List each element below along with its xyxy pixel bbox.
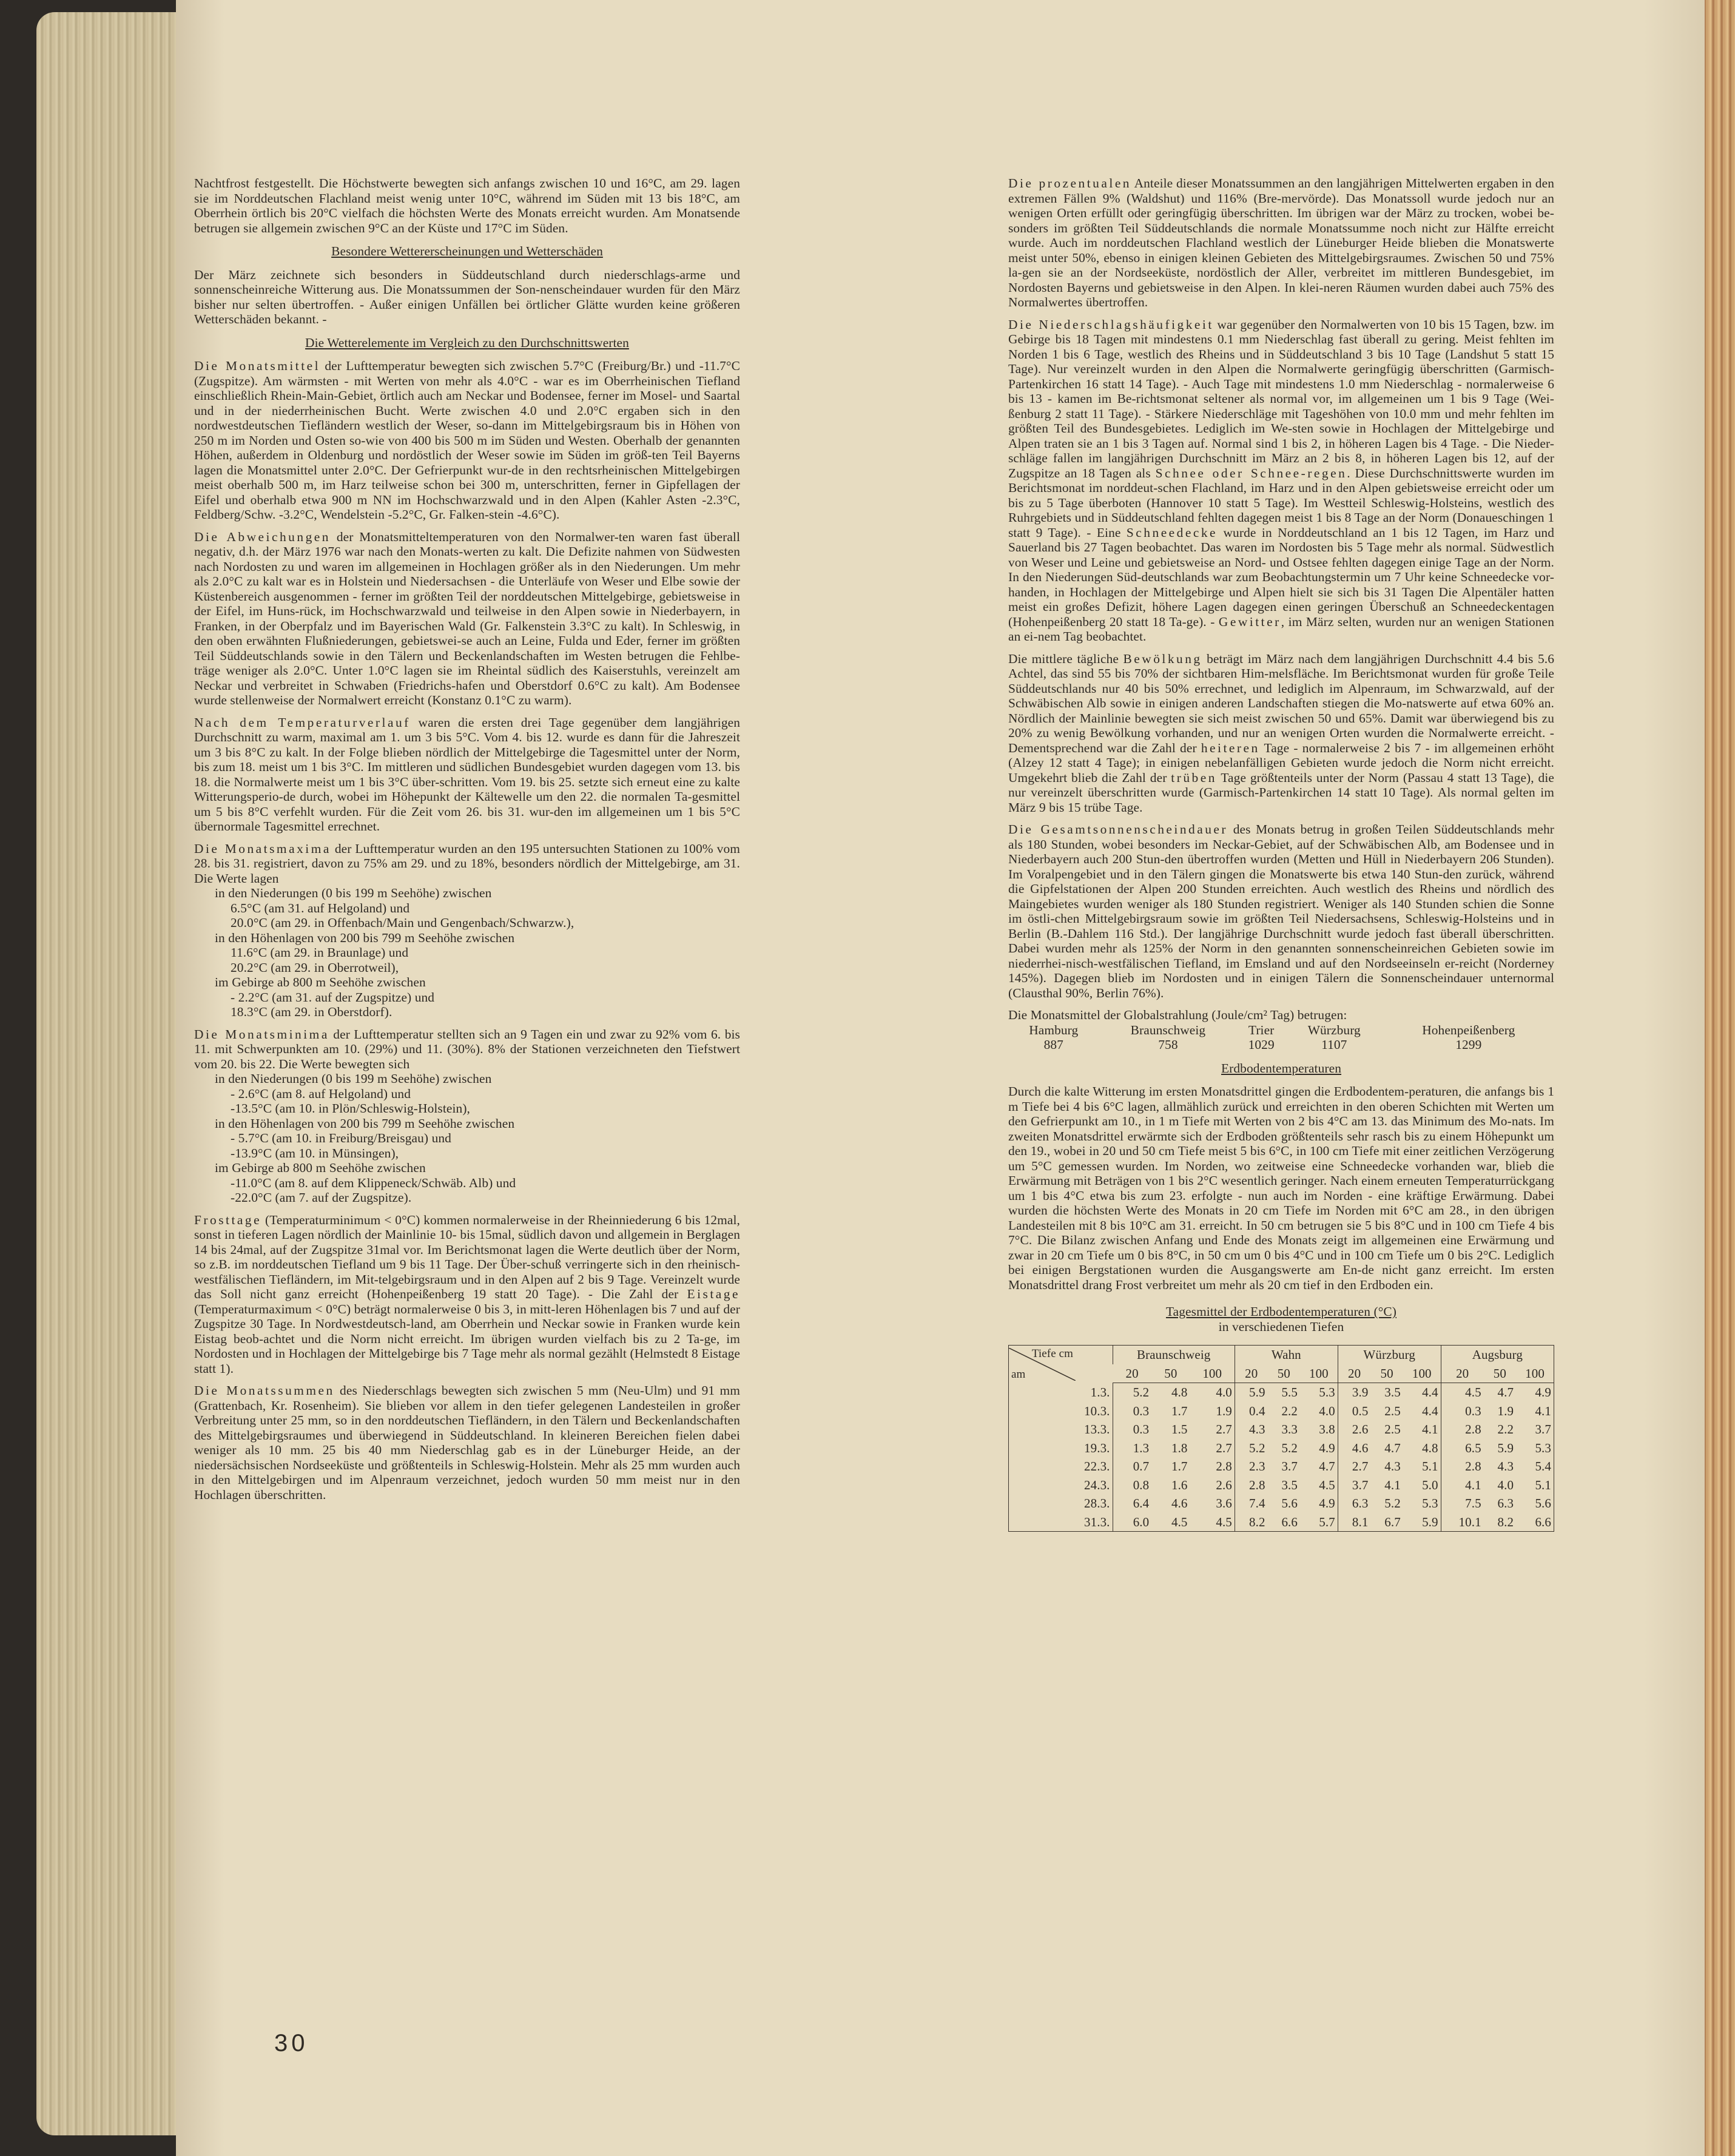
right-column	[1008, 176, 1554, 1532]
paragraph-deviations	[194, 530, 740, 708]
soil-temperature-table	[1008, 1345, 1554, 1532]
soil-temperature-cell: 5.3	[1319, 1385, 1335, 1400]
radiation-station: Hohenpeißenberg	[1422, 1022, 1515, 1037]
soil-temperature-cell: 6.3	[1338, 1494, 1370, 1513]
soil-temperature-cell: 2.8	[1235, 1476, 1267, 1495]
soil-temperature-cell: 5.9	[1497, 1440, 1514, 1455]
soil-temperature-cell: 3.8	[1319, 1422, 1335, 1437]
maxima-list-item: 6.5°C (am 31. auf Helgoland) und	[231, 900, 410, 915]
cloudiness-text-2: beträgt im März nach dem langjährigen Durchschnitt 4.4 bis 5.6 Achtel, das sind 55 bis 70% der sichtbaren Him-melsfläche. Im Berichtsmonat wurden für große Teile Süddeutschlands nur 40 bis 50% errechnet, und lediglich im Alpenraum, im Schwarzwald, auf der Schwäbischen Alb sowie in einigen anderen Landschaften stiegen die Mo-natswerte auf etwa 60% an. Nördlich der Mainlinie bewegten sie sich meist zwischen 50 und 65%. Damit war überwiegend bis zu 20% zu wenig Bewölkung vorhanden, und nur an wenigen Orten wurden die Normalwerte erreicht. - Dementsprechend war die Zahl der	[1008, 651, 1554, 755]
soil-row-date: 28.3.	[1084, 1496, 1110, 1511]
corner-date-label: am	[1011, 1367, 1026, 1381]
paragraph-monthly-minima	[194, 1027, 740, 1072]
soil-temperature-cell: 1.9	[1216, 1403, 1232, 1418]
soil-depth-header: 50	[1484, 1364, 1516, 1383]
paragraph-monthly-maxima	[194, 841, 740, 886]
maxima-list-item: in den Höhenlagen von 200 bis 799 m Seehöhe zwischen	[215, 930, 515, 945]
soil-temperature-cell: 3.7	[1281, 1459, 1298, 1474]
soil-table-subtitle: in verschiedenen Tiefen	[1218, 1319, 1344, 1334]
heading-soil-temperatures: Erdbodentemperaturen	[1221, 1060, 1341, 1076]
paragraph-temperature-course	[194, 715, 740, 834]
soil-temperature-cell: 4.8	[1171, 1385, 1188, 1400]
soil-temperature-cell: 4.5	[1216, 1514, 1232, 1529]
soil-depth-header: 100	[1403, 1364, 1441, 1383]
term-monatsmittel: Die Monatsmittel	[194, 359, 321, 373]
soil-temperature-cell: 5.9	[1235, 1383, 1267, 1402]
soil-depth-header: 50	[1151, 1364, 1190, 1383]
radiation-value: 758	[1158, 1037, 1178, 1052]
paragraph-percentages-text: Anteile dieser Monatssummen an den langjährigen Mittelwerten ergaben in den extremen Fällen 9% (Waldshut) und 116% (Bre-mervörde). Das Monatssoll wurde jedoch nur an wenigen Orten erfüllt oder geringfügig überschritten. Im übrigen war der März zu trocken, wobei be-sonders im größten Teil Süddeutschlands die normale Monatssumme noch nicht zur Hälfte erreicht wurde. Auch im norddeutschen Flachland westlich der Lüneburger Heide blieben die Monatswerte meist unter 50%, ebenso in einigen kleinen Gebieten des Mittelgebirgsraumes. Zwischen 50 und 75% la-gen sie an der Nordseeküste, nordöstlich der Aller, verbreitet im mittleren Bundesgebiet, im Nordosten Bayerns und gebietsweise in den Alpen. In klei-neren Räumen wurden dabei auch 75% des Normalwertes übertroffen.	[1008, 176, 1554, 309]
soil-temperature-cell: 2.5	[1384, 1422, 1401, 1437]
soil-temperature-cell: 0.3	[1113, 1402, 1151, 1421]
minima-list-item: -22.0°C (am 7. auf der Zugspitze).	[231, 1190, 412, 1205]
soil-temperature-cell: 2.6	[1216, 1477, 1232, 1492]
maxima-list-item: in den Niederungen (0 bis 199 m Seehöhe) zwischen	[215, 886, 492, 900]
minima-list-item: -13.5°C (am 10. in Plön/Schleswig-Holstein),	[231, 1101, 470, 1116]
paragraph-frost-days-text: (Temperaturminimum < 0°C) kommen normalerweise in der Rheinniederung 6 bis 12mal, sonst in tieferen Lagen nördlich der Mainlinie 10- bis 15mal, südlich davon und allgemein in Berglagen 14 bis 24mal, auf der Zugspitze 31mal vor. Im Berichtsmonat lagen die Werte deutlich über der Norm, so z.B. im norddeutschen Tiefland um 9 bis 11 Tage. Der Über-schuß verringerte sich in den rheinisch-westfälischen Tiefländern, im Mit-telgebirgsraum und in den Alpen auf 2 bis 9 Tage. Vereinzelt wurde das Soll nicht ganz erreicht (Hohenpeißenberg 19 statt 20 Tage). - Die Zahl der	[194, 1212, 740, 1301]
soil-temperature-cell: 4.0	[1497, 1477, 1514, 1492]
soil-temperature-cell: 5.1	[1535, 1477, 1551, 1492]
soil-temperature-cell: 4.6	[1338, 1439, 1370, 1458]
radiation-station: Hamburg	[1029, 1022, 1079, 1037]
soil-row-date: 13.3.	[1084, 1422, 1110, 1437]
soil-temperature-cell: 5.3	[1422, 1496, 1438, 1511]
paragraph-percentages	[1008, 176, 1554, 310]
book-page-edges	[36, 12, 176, 2135]
term-heiteren: heiteren	[1201, 740, 1260, 755]
soil-table-row	[1009, 1439, 1554, 1458]
soil-temperature-cell: 2.2	[1497, 1422, 1514, 1437]
soil-temperature-cell: 5.4	[1535, 1459, 1551, 1474]
soil-table-row	[1009, 1402, 1554, 1421]
soil-temperature-cell: 2.7	[1216, 1422, 1232, 1437]
soil-temperature-cell: 5.2	[1113, 1383, 1151, 1402]
minima-list-item: in den Niederungen (0 bis 199 m Seehöhe) zwischen	[215, 1071, 492, 1086]
soil-temperature-cell: 5.2	[1235, 1439, 1267, 1458]
soil-temperature-cell: 1.9	[1497, 1403, 1514, 1418]
soil-temperature-cell: 1.6	[1171, 1477, 1188, 1492]
soil-temperature-cell: 2.7	[1338, 1457, 1370, 1476]
soil-temperature-cell: 5.6	[1535, 1496, 1551, 1511]
maxima-list-item: 11.6°C (am 29. in Braunlage) und	[231, 945, 409, 960]
term-sonnenscheindauer: Die Gesamtsonnenscheindauer	[1008, 822, 1228, 837]
term-schnee: Schnee oder Schnee-regen	[1155, 465, 1347, 480]
radiation-value: 1299	[1455, 1037, 1482, 1052]
soil-depth-header: 20	[1441, 1364, 1484, 1383]
soil-row-date: 10.3.	[1084, 1403, 1110, 1418]
minima-list-item: im Gebirge ab 800 m Seehöhe zwischen	[215, 1161, 426, 1175]
radiation-stations-row	[1008, 1023, 1554, 1038]
soil-temperature-cell: 4.1	[1384, 1477, 1401, 1492]
soil-temperature-cell: 2.5	[1384, 1403, 1401, 1418]
soil-temperature-cell: 2.2	[1281, 1403, 1298, 1418]
soil-temperature-cell: 5.6	[1281, 1496, 1298, 1511]
soil-table-row	[1009, 1513, 1554, 1532]
soil-temperature-cell: 4.6	[1171, 1496, 1188, 1511]
soil-temperature-cell: 4.3	[1235, 1420, 1267, 1439]
paragraph-precip-frequency	[1008, 317, 1554, 644]
soil-station-header: Wahn	[1235, 1346, 1338, 1364]
soil-temperature-cell: 6.3	[1497, 1496, 1514, 1511]
soil-temperature-cell: 4.5	[1171, 1514, 1188, 1529]
soil-table-row	[1009, 1420, 1554, 1439]
soil-temperature-cell: 4.0	[1319, 1403, 1335, 1418]
cloudiness-text-4: Tage größtenteils unter der Norm (Passau 4 statt 13 Tage), die nur vereinzelt überschritten wurde (Garmisch-Partenkirchen 14 statt 10 Tage). Als normal gelten im März 9 bis 15 trübe Tage.	[1008, 770, 1554, 815]
minima-list	[194, 1071, 740, 1205]
soil-temperature-cell: 0.4	[1235, 1402, 1267, 1421]
paragraph-monthly-maxima-text: der Lufttemperatur wurden an den 195 untersuchten Stationen zu 100% vom 28. bis 31. registriert, davon zu 75% am 29. und zu 18%, besonders nördlich der Mittelgebirge, am 31. Die Werte lagen	[194, 841, 740, 886]
soil-temperature-cell: 4.9	[1535, 1385, 1551, 1400]
soil-temperature-cell: 4.4	[1422, 1403, 1438, 1418]
soil-temperature-cell: 5.1	[1422, 1459, 1438, 1474]
maxima-list-item: 20.2°C (am 29. in Oberrotweil),	[231, 960, 399, 975]
cloudiness-text-1: Die mittlere tägliche	[1008, 651, 1124, 666]
corner-depth-label: Tiefe cm	[1031, 1347, 1073, 1360]
term-prozentualen: Die prozentualen	[1008, 176, 1132, 190]
soil-table-row	[1009, 1476, 1554, 1495]
maxima-list-item: - 2.2°C (am 31. auf der Zugspitze) und	[231, 989, 435, 1005]
soil-table-header-stations	[1009, 1346, 1554, 1364]
radiation-station: Braunschweig	[1130, 1022, 1206, 1037]
soil-row-date: 31.3.	[1084, 1514, 1110, 1529]
term-bewoelkung: Bewölkung	[1123, 651, 1202, 666]
paragraph-weather-events: Der März zeichnete sich besonders in Süddeutschland durch niederschlags-arme und sonnenscheinreiche Witterung aus. Die Monatssummen der Son-nenscheindauer wurden für den März bisher nur selten übertroffen. - Außer einigen Unfällen bei örtlicher Glätte wurden keine größeren Wetterschäden bekannt. -	[194, 267, 740, 326]
soil-temperature-cell: 4.1	[1422, 1422, 1438, 1437]
cloudiness-text-3: Tage - normalerweise 2 bis 7 - im allgemeinen erhöht (Alzey 12 statt 4 Tage); in einigen nebelanfälligen Gebieten wurde jedoch die Norm nicht erreicht. Umgekehrt blieb die Zahl der	[1008, 740, 1554, 785]
soil-temperature-cell: 2.8	[1216, 1459, 1232, 1474]
term-temperaturverlauf: Nach dem Temperaturverlauf	[194, 715, 411, 730]
radiation-value: 1029	[1248, 1037, 1275, 1052]
paragraph-frost-days	[194, 1213, 740, 1376]
radiation-station: Trier	[1248, 1022, 1275, 1037]
soil-temperature-cell: 0.8	[1113, 1476, 1151, 1495]
term-trueben: trüben	[1171, 770, 1217, 785]
paragraph-soil-temperatures: Durch die kalte Witterung im ersten Monatsdrittel gingen die Erdbodentem-peraturen, die anfangs bis 1 m Tiefe bei 4 bis 6°C lagen, allmählich zurück und erreichten in den oberen Schichten mit Werten um den Gefrierpunkt am 10., in 1 m Tiefe mit Werten von 2 bis 4°C am 13. das Minimum des Mo-nats. Im zweiten Monatsdrittel erwärmte sich der Erdboden größtenteils sehr rasch bis zu einem Höhepunkt um den 19., wobei in 20 und 50 cm Tiefe meist 5 bis 6°C, in 100 cm Tiefe mit einer zeitlichen Verzögerung um 5°C gemessen wurden. Im Norden, wo zeitweise eine Schneedecke vorhanden war, blieb die Erwärmung mit Beträgen von 1 bis 2°C wesentlich geringer. Nach einem erneuten Temperaturrückgang um 1 bis 4°C etwa bis zum 23. erfolgte - nun auch im Norden - eine kräftige Erwärmung. Dabei wurden die höchsten Werte des Monats in 20 cm Tiefe im Norden mit 6°C am 28., in den übrigen Landesteilen mit 8 bis 10°C am 31. erreicht. In 50 cm betrugen sie 5 bis 8°C und in 100 cm Tiefe 4 bis 7°C. Die Bilanz zwischen Anfang und Ende des Monats zeigt im allgemeinen eine Erwärmung und zwar in 20 cm Tiefe um 0 bis 8°C, in 50 cm um 0 bis 4°C und in 100 cm Tiefe um 0 bis 2°C. Lediglich bei einigen Bergstationen wurden die Ausgangswerte am En-de nicht ganz erreicht. Im ersten Monatsdrittel drang Frost verbreitet um mehr als 20 cm tief in den Erdboden ein.	[1008, 1084, 1554, 1292]
left-column	[194, 176, 740, 1509]
soil-temperature-cell: 8.2	[1235, 1513, 1267, 1532]
term-eistage: Eistage	[687, 1287, 740, 1301]
soil-depth-header: 100	[1300, 1364, 1338, 1383]
soil-depth-header: 100	[1190, 1364, 1235, 1383]
soil-temperature-cell: 4.0	[1216, 1385, 1232, 1400]
page-number: 30	[274, 2030, 309, 2057]
maxima-list-item: 20.0°C (am 29. in Offenbach/Main und Gengenbach/Schwarzw.),	[231, 915, 574, 930]
minima-list-item: - 5.7°C (am 10. in Freiburg/Breisgau) und	[231, 1131, 451, 1145]
minima-list-item: -13.9°C (am 10. in Münsingen),	[231, 1145, 399, 1161]
soil-temperature-cell: 2.7	[1216, 1440, 1232, 1455]
paragraph-radiation-intro: Die Monatsmittel der Globalstrahlung (Joule/cm² Tag) betrugen:	[1008, 1008, 1347, 1022]
soil-temperature-cell: 0.3	[1441, 1402, 1484, 1421]
soil-temperature-cell: 4.1	[1535, 1403, 1551, 1418]
soil-temperature-cell: 6.6	[1535, 1514, 1551, 1529]
soil-temperature-cell: 2.8	[1441, 1420, 1484, 1439]
paragraph-night-frost: Nachtfrost festgestellt. Die Höchstwerte bewegten sich anfangs zwischen 10 und 16°C, am 29. lagen sie im Norddeutschen Flachland meist wenig unter 10°C, während im Süden mit 13 bis 18°C, am Oberrhein örtlich bis 20°C vielfach die höchsten Werte des Monats erreicht wurden. Am Monatsende betrugen sie allgemein zwischen 9°C an der Küste und 17°C im Süden.	[194, 176, 740, 235]
soil-table-row	[1009, 1494, 1554, 1513]
paragraph-monthly-mean-text: der Lufttemperatur bewegten sich zwischen 5.7°C (Freiburg/Br.) und -11.7°C (Zugspitze). Am wärmsten - mit Werten von mehr als 4.0°C - war es im Oberrheinischen Tiefland einschließlich Rhein-Main-Gebiet, örtlich auch am Neckar und Bodensee, ferner im Mosel- und Saartal und in der niederrheinischen Bucht. Werte zwischen 4.0 und 2.0°C ergaben sich in den nordwestdeutschen Tiefländern westlich der Weser, so-dann im Mittelgebirgsraum bis in Höhen von 250 m im Norden und Osten so-wie von 400 bis 500 m im Süden und Westen. Oberhalb der genannten Höhen, außerdem in Oldenburg und nordöstlich der Weser sowie im Süden im größ-ten Teil Bayerns lagen die Monatsmittel unter 2.0°C. Der Gefrierpunkt wur-de in den rechtsrheinischen Mittelgebirgen meist oberhalb 500 m, im Harz teilweise schon bei 300 m, unterschritten, ferner in Gipfellagen der Eifel und oberhalb etwa 900 m NN im Hochschwarzwald und in den Alpen (Kahler Asten -2.3°C, Feldberg/Schw. -3.2°C, Wendelstein -5.2°C, Gr. Falken-stein -4.6°C).	[194, 359, 740, 522]
soil-temperature-cell: 6.0	[1113, 1513, 1151, 1532]
soil-temperature-cell: 0.5	[1338, 1402, 1370, 1421]
soil-temperature-cell: 8.1	[1338, 1513, 1370, 1532]
soil-station-header: Braunschweig	[1113, 1346, 1235, 1364]
soil-temperature-cell: 8.2	[1497, 1514, 1514, 1529]
soil-temperature-cell: 4.7	[1497, 1385, 1514, 1400]
precip-frequency-text-2: . Diese Durchschnittswerte wurden im Berichtsmonat im norddeut-schen Flachland, im Harz und in den Alpen gebietsweise erreicht oder um bis zu 5 Tage überboten (Hannover 10 statt 5 Tage). Im Westteil Schleswig-Holsteins, westlich des Ruhrgebiets und in Süddeutschland fehlten dagegen meist 1 bis 8 Tage an der Norm (Donaueschingen 1 statt 9 Tage). - Eine	[1008, 465, 1554, 540]
soil-temperature-cell: 4.1	[1441, 1476, 1484, 1495]
soil-temperature-cell: 4.5	[1441, 1383, 1484, 1402]
soil-temperature-cell: 5.3	[1535, 1440, 1551, 1455]
soil-temperature-cell: 4.3	[1497, 1459, 1514, 1474]
paragraph-monthly-mean	[194, 359, 740, 522]
soil-depth-header: 50	[1268, 1364, 1300, 1383]
paragraph-precipitation-sums-text: des Niederschlags bewegten sich zwischen 5 mm (Neu-Ulm) und 91 mm (Grattenbach, Kr. Rosenheim). Sie blieben vor allem in den tiefer gelegenen Landesteilen in großer Verbreitung unter 25 mm, so in den norddeutschen Tiefländern, in den Tälern und Beckenlandschaften des Mittelgebirgsraumes und überwiegend in Süddeutschland. In kleineren Bereichen fielen dabei weniger als 10 mm. 25 bis 40 mm Niederschlag gab es in der Lüneburger Heide, an der niedersächsischen Nordseeküste und größtenteils in Schleswig-Holstein. Mehr als 25 mm wurden auch in den Mittelgebirgen und im Alpenraum verzeichnet, jedoch wurden 50 mm meist nur in den Hochlagen überschritten.	[194, 1383, 741, 1502]
term-monatsminima: Die Monatsminima	[194, 1026, 329, 1042]
precip-frequency-text-4: , im März selten, wurden nur an wenigen Stationen an ei-nem Tag beobachtet.	[1008, 614, 1554, 644]
paragraph-deviations-text: der Monatsmitteltemperaturen von den Normalwer-ten waren fast überall negativ, d.h. der März 1976 war nach den Monats-werten zu kalt. Die Defizite nahmen von Südwesten nach Nordosten zu und waren im allgemeinen in Hochlagen größer als in den Niederungen. Um mehr als 2.0°C zu kalt war es in Holstein und Niedersachsen - die Unterläufe von Weser und Elbe sowie der Küstenbereich ausgenommen - ferner im größten Teil der norddeutschen Mittelgebirge, gebietsweise in der Eifel, im Huns-rück, im Hochschwarzwald und teilweise in den Alpen sowie in Niederbayern, in Franken, in der Oberpfalz und im Bayerischen Wald (Gr. Falkenstein 3.3°C zu kalt). In Schleswig, in den oben erwähnten Flußniederungen, gebietswei-se auch an Leine, Fulda und Eder, ferner im größten Teil Süddeutschlands sowie in den Tälern und Beckenlandschaften im Westen betrugen die Fehlbe-träge weniger als 2.0°C. Unter 1.0°C lagen sie im Rheintal südlich des Kaiserstuhls, vereinzelt am Neckar und verbreitet in Schwaben (Friedrichs-hafen und Oberstdorf 0.6°C zu kalt). Am Bodensee wurde stellenweise der Normalwert erreicht (Konstanz 0.1°C zu warm).	[194, 529, 740, 707]
minima-list-item: in den Höhenlagen von 200 bis 799 m Seehöhe zwischen	[215, 1116, 515, 1131]
paragraph-temperature-course-text: waren die ersten drei Tage gegenüber dem langjährigen Durchschnitt zu warm, maximal am 1. um 3 bis 5°C. Vom 4. bis 12. wurde es dann für die Jahreszeit um 3 bis 8°C zu kalt. In der Folge blieben nördlich der Mittelgebirge die Tagesmittel unter der Norm, bis zum 18. meist um 1 bis 3°C. Im mittleren und südlichen Bundesgebiet wurden dagegen vom 13. bis 18. die Normalwerte meist um 1 bis 3°C über-schritten. Vom 19. bis 25. setzte sich erneut eine zu kalte Witterungsperio-de durch, wobei im Höhepunkt der Kältewelle um den 22. die normalen Ta-gesmittel um 5 bis 8°C verfehlt wurden. Für die Zeit vom 26. bis 31. wur-den im allgemeinen um 1 bis 5°C übernormale Tagesmittel errechnet.	[194, 715, 741, 834]
soil-temperature-cell: 5.2	[1384, 1496, 1401, 1511]
soil-depth-header: 50	[1370, 1364, 1403, 1383]
maxima-list-item: im Gebirge ab 800 m Seehöhe zwischen	[215, 975, 426, 989]
soil-temperature-cell: 5.5	[1281, 1385, 1298, 1400]
soil-temperature-cell: 3.5	[1384, 1385, 1401, 1400]
soil-temperature-cell: 2.3	[1235, 1457, 1267, 1476]
soil-temperature-cell: 5.0	[1422, 1477, 1438, 1492]
soil-temperature-cell: 1.7	[1171, 1403, 1188, 1418]
paragraph-monthly-minima-text: der Lufttemperatur stellten sich an 9 Tagen ein und zwar zu 92% vom 6. bis 11. mit Schwerpunkten am 10. (29%) und 11. (30%). 8% der Stationen verzeichneten den Tiefstwert vom 20. bis 22. Die Werte bewegten sich	[194, 1026, 740, 1071]
soil-temperature-cell: 3.5	[1281, 1477, 1298, 1492]
soil-row-date: 24.3.	[1084, 1477, 1110, 1492]
soil-temperature-cell: 4.3	[1384, 1459, 1401, 1474]
soil-temperature-cell: 7.5	[1441, 1494, 1484, 1513]
soil-table-row	[1009, 1383, 1554, 1402]
soil-row-date: 22.3.	[1084, 1459, 1110, 1474]
soil-depth-header: 100	[1516, 1364, 1554, 1383]
soil-temperature-cell: 5.7	[1319, 1514, 1335, 1529]
soil-station-header: Augsburg	[1441, 1346, 1554, 1364]
maxima-list	[194, 886, 740, 1020]
soil-temperature-cell: 2.8	[1441, 1457, 1484, 1476]
soil-temperature-cell: 1.7	[1171, 1459, 1188, 1474]
soil-temperature-cell: 4.7	[1384, 1440, 1401, 1455]
radiation-table	[1008, 1023, 1554, 1053]
radiation-values-row	[1008, 1037, 1554, 1053]
term-niederschlagshaeufigkeit: Die Niederschlagshäufigkeit	[1008, 317, 1214, 332]
term-abweichungen: Die Abweichungen	[194, 529, 331, 544]
soil-depth-header: 20	[1113, 1364, 1151, 1383]
heading-comparison: Die Wetterelemente im Vergleich zu den Durchschnittswerten	[305, 335, 629, 350]
precip-frequency-text-3: wurde in Norddeutschland an 1 bis 12 Tagen, im Harz und Sauerland bis 27 Tagen beobachtet. Das waren im Nordosten bis 5 Tage mehr als normal. Südwestlich von Weser und Leine und gebietsweise an Nord- und Ostsee fehlten dagegen einige Tage an der Norm. In den Niederungen Süd-deutschlands war zum Beobachtungstermin um 7 Uhr keine Schneedecke vor-handen, in Hochlagen der Mittelgebirge und Alpen hielt sie sich bis 31 Tagen Die Alpentäler hatten meist ein großes Defizit, höhere Lagen dagegen einen geringen Überschuß an Schneedeckentagen (Hohenpeißenberg 20 statt 18 Ta-ge). -	[1008, 525, 1554, 629]
soil-temperature-cell: 1.3	[1113, 1439, 1151, 1458]
soil-temperature-cell: 4.9	[1319, 1496, 1335, 1511]
soil-temperature-cell: 7.4	[1235, 1494, 1267, 1513]
sunshine-text: des Monats betrug in großen Teilen Süddeutschlands mehr als 180 Stunden, wobei besonders im Neckar-Gebiet, auf der Schwäbischen Alb, am Bodensee und in Niederbayern auch 200 Stun-den übertroffen wurden (Metten und Hüll in Niederbayern 206 Stunden). Im Voralpengebiet und in den Tälern gingen die Monatswerte bis etwa 140 Stun-den zurück, während die Gipfelstationen der Alpen 200 Stunden erreichten. Auch westlich des Rheins und nördlich des Maingebietes wurden weniger als 180 Stunden registriert. Weniger als 140 Stunden schien die Sonne im östli-chen Mittelgebirgsraum sowie im größten Teil Niedersachsens, Schleswig-Holsteins und in Berlin (B.-Dahlem 116 Std.). Der langjährige Durchschnitt wurde jedoch fast überall überschritten. Dabei wurden mehr als 125% der Norm in den genannten sonnenscheinreichen Gebieten sowie im niederrhei-nisch-westfälischen Tiefland, im Emsland und auf den Nordseeinseln er-reicht (Norderney 145%). Dagegen blieb im Nordosten und in einigen Tälern die Sonnenscheindauer unternormal (Clausthal 90%, Berlin 76%).	[1008, 822, 1554, 1000]
paragraph-cloudiness	[1008, 652, 1554, 815]
term-monatsmaxima: Die Monatsmaxima	[194, 841, 331, 856]
soil-temperature-cell: 4.4	[1422, 1385, 1438, 1400]
soil-temperature-cell: 1.8	[1171, 1440, 1188, 1455]
soil-temperature-cell: 4.7	[1319, 1459, 1335, 1474]
radiation-station: Würzburg	[1307, 1022, 1361, 1037]
minima-list-item: - 2.6°C (am 8. auf Helgoland) und	[231, 1086, 411, 1101]
soil-temperature-cell: 3.9	[1338, 1383, 1370, 1402]
precip-frequency-text-1: war gegenüber den Normalwerten von 10 bis 15 Tagen, bzw. im Gebirge bis 18 Tagen mit mindestens 0.1 mm Niederschlag fast überall zu gering. Meist fehlten im Norden 1 bis 6 Tage, westlich des Rheins und in Süddeutschland 3 bis 10 Tage (Landshut 5 statt 15 Tage). Nur vereinzelt wurden in den Alpen die Normalwerte geringfügig überschritten (Garmisch-Partenkirchen 16 statt 14 Tage). - Auch Tage mit mindestens 1.0 mm Niederschlag - normalerweise 6 bis 13 - kamen im Be-richtsmonat seltener als normal vor, im allgemeinen um 1 bis 9 Tage (Wei-ßenburg 2 statt 11 Tage). - Stärkere Niederschläge mit Tageshöhen von 10.0 mm und mehr fehlten im größten Teil des Bundesgebietes. Lediglich im We-sten sowie in Hochlagen der Mittelgebirge und Alpen traten sie an 1 bis 3 Tagen auf. Normal sind 1 bis 2, in höheren Lagen bis 4 Tage. - Die Nieder-schläge fallen im langjährigen Durchschnitt im März an 2 bis 8, in höheren Lagen bis 12, auf der Zugspitze an 18 Tagen als	[1008, 317, 1554, 480]
heading-weather-events: Besondere Wettererscheinungen und Wetterschäden	[331, 244, 603, 258]
paragraph-precipitation-sums	[194, 1383, 740, 1502]
soil-temperature-cell: 5.2	[1281, 1440, 1298, 1455]
soil-temperature-cell: 4.5	[1319, 1477, 1335, 1492]
soil-temperature-cell: 0.7	[1113, 1457, 1151, 1476]
soil-table-row	[1009, 1457, 1554, 1476]
soil-depth-header: 20	[1235, 1364, 1267, 1383]
soil-temperature-cell: 6.4	[1113, 1494, 1151, 1513]
soil-depth-header: 20	[1338, 1364, 1370, 1383]
term-frosttage: Frosttage	[194, 1212, 262, 1227]
soil-row-date: 19.3.	[1084, 1440, 1110, 1455]
paragraph-sunshine	[1008, 822, 1554, 1000]
soil-station-header: Würzburg	[1338, 1346, 1441, 1364]
soil-table-caption	[1008, 1304, 1554, 1334]
soil-temperature-cell: 1.5	[1171, 1422, 1188, 1437]
soil-temperature-cell: 3.7	[1338, 1476, 1370, 1495]
soil-temperature-cell: 3.3	[1281, 1422, 1298, 1437]
soil-temperature-cell: 6.7	[1384, 1514, 1401, 1529]
soil-temperature-cell: 3.6	[1216, 1496, 1232, 1511]
soil-temperature-cell: 6.6	[1281, 1514, 1298, 1529]
radiation-value: 1107	[1321, 1037, 1347, 1052]
soil-temperature-cell: 2.6	[1338, 1420, 1370, 1439]
soil-temperature-cell: 3.7	[1535, 1422, 1551, 1437]
term-monatssummen: Die Monatssummen	[194, 1383, 335, 1398]
soil-temperature-cell: 4.8	[1422, 1440, 1438, 1455]
soil-temperature-cell: 4.9	[1319, 1440, 1335, 1455]
soil-row-date: 1.3.	[1090, 1384, 1110, 1400]
minima-list-item: -11.0°C (am 8. auf dem Klippeneck/Schwäb. Alb) und	[231, 1175, 516, 1190]
soil-temperature-cell: 10.1	[1441, 1513, 1484, 1532]
soil-table-corner	[1009, 1346, 1113, 1383]
paragraph-ice-days-text: (Temperaturmaximum < 0°C) beträgt normalerweise 0 bis 3, in mitt-leren Höhenlagen bis 7 und auf der Zugspitze 30 Tage. In Nordwestdeutsch-land, am Oberrhein und Neckar sowie in Franken wurde kein Eistag beob-achtet und die Norm nicht erreicht. Im übrigen wurden vielfach bis zu 2 Ta-ge, im Nordosten und in Hochlagen der Mittelgebirge bis 7 Tage mehr als normal gezählt (Helmstedt 8 Eistage statt 1).	[194, 1301, 740, 1376]
soil-table-title: Tagesmittel der Erdbodentemperaturen (°C)	[1165, 1304, 1396, 1319]
maxima-list-item: 18.3°C (am 29. in Oberstdorf).	[231, 1005, 392, 1019]
radiation-value: 887	[1043, 1037, 1063, 1052]
soil-temperature-cell: 5.9	[1422, 1514, 1438, 1529]
soil-temperature-cell: 6.5	[1441, 1439, 1484, 1458]
soil-temperature-cell: 0.3	[1113, 1420, 1151, 1439]
term-gewitter: Gewitter	[1218, 614, 1281, 629]
term-schneedecke: Schneedecke	[1126, 525, 1218, 540]
